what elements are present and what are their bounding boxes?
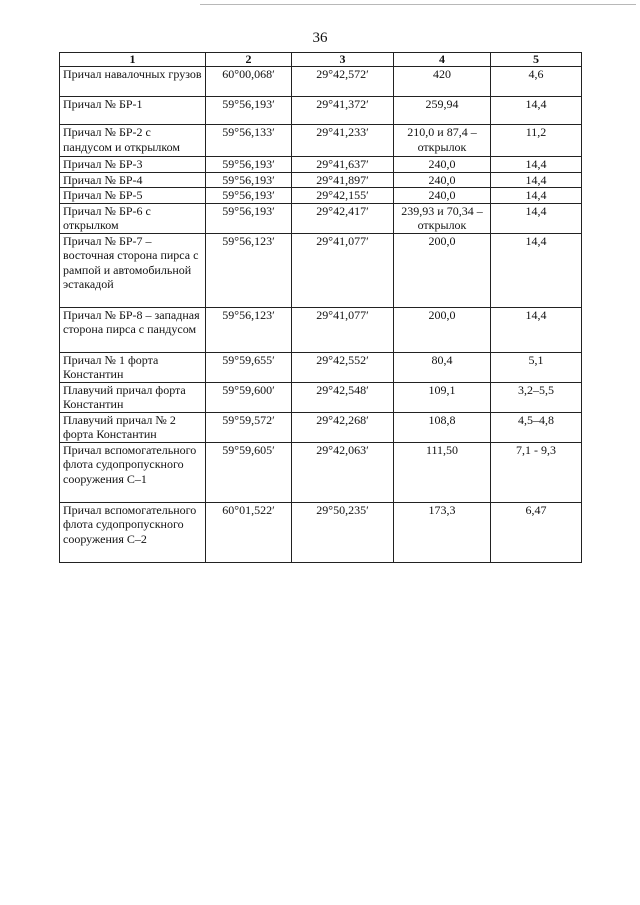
longitude: 29°41,233′ [292, 125, 394, 157]
berth-name: Причал № 1 форта Константин [60, 352, 206, 382]
berth-name: Причал навалочных грузов [60, 67, 206, 97]
table-row [60, 67, 582, 97]
berth-name: Причал № БР-7 – восточная сторона пирса с рампой и автомобильной эстакадой [60, 233, 206, 307]
column-header-4: 4 [394, 53, 491, 67]
berth-name: Причал вспомогательного флота судопропускного сооружения С–2 [60, 502, 206, 562]
longitude: 29°42,417′ [292, 203, 394, 233]
latitude: 59°56,123′ [206, 233, 292, 307]
berth-depth: 14,4 [491, 188, 582, 204]
berth-depth: 5,1 [491, 352, 582, 382]
berth-name: Причал № БР-5 [60, 188, 206, 204]
table-row [60, 502, 582, 562]
table-row [60, 412, 582, 442]
latitude: 59°56,193′ [206, 172, 292, 188]
latitude: 59°59,655′ [206, 352, 292, 382]
table-row [60, 125, 582, 157]
berth-name: Причал № БР-6 с открылком [60, 203, 206, 233]
latitude: 59°59,572′ [206, 412, 292, 442]
longitude: 29°41,637′ [292, 157, 394, 173]
longitude: 29°41,897′ [292, 172, 394, 188]
berth-length: 239,93 и 70,34 – открылок [394, 203, 491, 233]
latitude: 59°56,123′ [206, 307, 292, 352]
page-number: 36 [312, 30, 328, 46]
berth-name: Причал № БР-8 – западная сторона пирса с пандусом [60, 307, 206, 352]
latitude: 59°56,193′ [206, 203, 292, 233]
table-row [60, 172, 582, 188]
berth-depth: 3,2–5,5 [491, 382, 582, 412]
longitude: 29°42,552′ [292, 352, 394, 382]
latitude: 59°59,605′ [206, 442, 292, 502]
longitude: 29°42,548′ [292, 382, 394, 412]
berth-length: 240,0 [394, 172, 491, 188]
latitude: 59°56,193′ [206, 157, 292, 173]
berth-depth: 14,4 [491, 233, 582, 307]
latitude: 59°56,133′ [206, 125, 292, 157]
top-border-line [200, 4, 636, 5]
longitude: 29°42,572′ [292, 67, 394, 97]
berth-length: 240,0 [394, 188, 491, 204]
longitude: 29°41,372′ [292, 97, 394, 125]
table-row [60, 188, 582, 204]
longitude: 29°41,077′ [292, 233, 394, 307]
longitude: 29°42,268′ [292, 412, 394, 442]
berth-depth: 4,6 [491, 67, 582, 97]
table-row [60, 203, 582, 233]
berth-length: 259,94 [394, 97, 491, 125]
berth-length: 109,1 [394, 382, 491, 412]
column-header-3: 3 [292, 53, 394, 67]
berth-length: 200,0 [394, 307, 491, 352]
longitude: 29°42,155′ [292, 188, 394, 204]
berth-name: Причал № БР-4 [60, 172, 206, 188]
berth-length: 420 [394, 67, 491, 97]
table-row [60, 352, 582, 382]
berth-depth: 14,4 [491, 157, 582, 173]
column-header-2: 2 [206, 53, 292, 67]
berth-depth: 14,4 [491, 203, 582, 233]
latitude: 59°56,193′ [206, 97, 292, 125]
longitude: 29°41,077′ [292, 307, 394, 352]
latitude: 60°00,068′ [206, 67, 292, 97]
berth-depth: 4,5–4,8 [491, 412, 582, 442]
latitude: 59°59,600′ [206, 382, 292, 412]
berth-name: Причал № БР-2 с пандусом и открылком [60, 125, 206, 157]
latitude: 59°56,193′ [206, 188, 292, 204]
berth-length: 210,0 и 87,4 – открылок [394, 125, 491, 157]
berth-name: Плавучий причал форта Константин [60, 382, 206, 412]
berth-depth: 11,2 [491, 125, 582, 157]
berth-depth: 14,4 [491, 172, 582, 188]
berth-depth: 6,47 [491, 502, 582, 562]
berth-length: 240,0 [394, 157, 491, 173]
berth-depth: 14,4 [491, 97, 582, 125]
berth-length: 173,3 [394, 502, 491, 562]
berth-name: Причал вспомогательного флота судопропускного сооружения С–1 [60, 442, 206, 502]
berth-name: Причал № БР-3 [60, 157, 206, 173]
berth-length: 80,4 [394, 352, 491, 382]
table-row [60, 442, 582, 502]
longitude: 29°50,235′ [292, 502, 394, 562]
berth-length: 108,8 [394, 412, 491, 442]
berth-length: 200,0 [394, 233, 491, 307]
table-row [60, 233, 582, 307]
berths-table [59, 52, 582, 563]
column-header-5: 5 [491, 53, 582, 67]
table-row [60, 307, 582, 352]
table-header-row [60, 53, 582, 67]
berth-depth: 14,4 [491, 307, 582, 352]
berth-name: Плавучий причал № 2 форта Константин [60, 412, 206, 442]
berth-name: Причал № БР-1 [60, 97, 206, 125]
table-row [60, 382, 582, 412]
longitude: 29°42,063′ [292, 442, 394, 502]
table-row [60, 157, 582, 173]
berth-depth: 7,1 - 9,3 [491, 442, 582, 502]
latitude: 60°01,522′ [206, 502, 292, 562]
berth-length: 111,50 [394, 442, 491, 502]
table-row [60, 97, 582, 125]
column-header-1: 1 [60, 53, 206, 67]
